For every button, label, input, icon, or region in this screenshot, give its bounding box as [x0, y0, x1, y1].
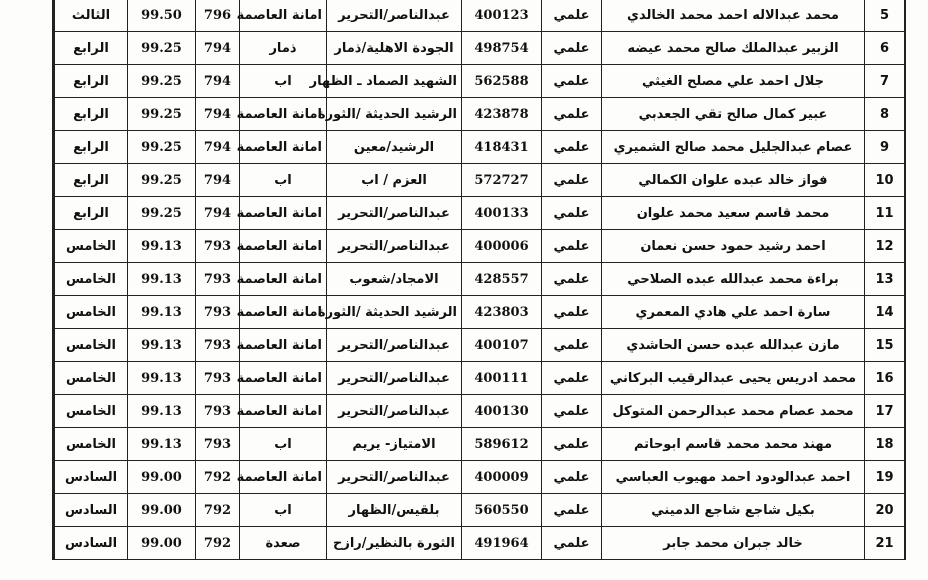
student-name-cell: فواز خالد عبده علوان الكمالي [602, 164, 865, 197]
seat-number-cell: 400123 [462, 0, 542, 32]
school-cell: الرشيد/معين [327, 131, 462, 164]
percentage-cell: 99.00 [128, 527, 196, 560]
school-cell: الجودة الاهلية/ذمار [327, 32, 462, 65]
total-score-cell: 793 [196, 362, 240, 395]
rank-cell: الرابع [55, 131, 128, 164]
table-row [55, 329, 905, 362]
governorate-cell: امانة العاصمة [240, 329, 327, 362]
table-row [55, 395, 905, 428]
table-row [55, 0, 905, 32]
seat-number-cell: 423803 [462, 296, 542, 329]
branch-cell: علمي [542, 263, 602, 296]
branch-cell: علمي [542, 527, 602, 560]
rank-cell: الخامس [55, 362, 128, 395]
seat-number-cell: 400009 [462, 461, 542, 494]
rank-cell: الخامس [55, 296, 128, 329]
percentage-cell: 99.25 [128, 131, 196, 164]
table-body [55, 0, 905, 560]
total-score-cell: 794 [196, 65, 240, 98]
table-row [55, 197, 905, 230]
governorate-cell: امانة العاصمة [240, 395, 327, 428]
percentage-cell: 99.25 [128, 65, 196, 98]
governorate-cell: امانة العاصمة [240, 131, 327, 164]
table-row [55, 428, 905, 461]
seat-number-cell: 400130 [462, 395, 542, 428]
governorate-cell: امانة العاصمة [240, 296, 327, 329]
percentage-cell: 99.50 [128, 0, 196, 32]
branch-cell: علمي [542, 65, 602, 98]
student-name-cell: عبير كمال صالح تقي الجعدبي [602, 98, 865, 131]
percentage-cell: 99.13 [128, 263, 196, 296]
governorate-cell: امانة العاصمة [240, 362, 327, 395]
total-score-cell: 793 [196, 395, 240, 428]
rank-cell: الخامس [55, 329, 128, 362]
percentage-cell: 99.13 [128, 296, 196, 329]
branch-cell: علمي [542, 395, 602, 428]
rank-cell: الرابع [55, 32, 128, 65]
table-row [55, 296, 905, 329]
seat-number-cell: 589612 [462, 428, 542, 461]
row-number-cell: 7 [865, 65, 905, 98]
branch-cell: علمي [542, 428, 602, 461]
student-name-cell: مازن عبدالله عبده حسن الحاشدي [602, 329, 865, 362]
row-number-cell: 6 [865, 32, 905, 65]
total-score-cell: 794 [196, 164, 240, 197]
row-number-cell: 12 [865, 230, 905, 263]
total-score-cell: 792 [196, 527, 240, 560]
total-score-cell: 792 [196, 461, 240, 494]
governorate-cell: صعدة [240, 527, 327, 560]
school-cell: عبدالناصر/التحرير [327, 395, 462, 428]
table-row [55, 230, 905, 263]
row-number-cell: 19 [865, 461, 905, 494]
percentage-cell: 99.13 [128, 329, 196, 362]
percentage-cell: 99.25 [128, 197, 196, 230]
governorate-cell: امانة العاصمة [240, 461, 327, 494]
branch-cell: علمي [542, 98, 602, 131]
school-cell: الرشيد الحديثة /الثورة [327, 296, 462, 329]
total-score-cell: 793 [196, 428, 240, 461]
total-score-cell: 792 [196, 494, 240, 527]
total-score-cell: 794 [196, 197, 240, 230]
total-score-cell: 793 [196, 230, 240, 263]
seat-number-cell: 400111 [462, 362, 542, 395]
student-name-cell: جلال احمد علي مصلح الغيثي [602, 65, 865, 98]
branch-cell: علمي [542, 0, 602, 32]
school-cell: العزم / اب [327, 164, 462, 197]
student-name-cell: الزبير عبدالملك صالح محمد عيضه [602, 32, 865, 65]
row-number-cell: 9 [865, 131, 905, 164]
seat-number-cell: 572727 [462, 164, 542, 197]
percentage-cell: 99.13 [128, 362, 196, 395]
school-cell: عبدالناصر/التحرير [327, 362, 462, 395]
student-name-cell: مهند محمد محمد قاسم ابوحاتم [602, 428, 865, 461]
results-table [54, 0, 905, 560]
branch-cell: علمي [542, 32, 602, 65]
school-cell: الامجاد/شعوب [327, 263, 462, 296]
school-cell: عبدالناصر/التحرير [327, 461, 462, 494]
percentage-cell: 99.00 [128, 494, 196, 527]
row-number-cell: 21 [865, 527, 905, 560]
rank-cell: الخامس [55, 395, 128, 428]
seat-number-cell: 562588 [462, 65, 542, 98]
table-row [55, 164, 905, 197]
branch-cell: علمي [542, 362, 602, 395]
table-row [55, 527, 905, 560]
seat-number-cell: 560550 [462, 494, 542, 527]
student-name-cell: براءة محمد عبدالله عبده الصلاحي [602, 263, 865, 296]
governorate-cell: اب [240, 494, 327, 527]
school-cell: عبدالناصر/التحرير [327, 329, 462, 362]
row-number-cell: 15 [865, 329, 905, 362]
student-name-cell: محمد عصام محمد عبدالرحمن المتوكل [602, 395, 865, 428]
table-row [55, 362, 905, 395]
row-number-cell: 13 [865, 263, 905, 296]
seat-number-cell: 428557 [462, 263, 542, 296]
rank-cell: السادس [55, 461, 128, 494]
school-cell: الشهيد الصماد ـ الظهار [327, 65, 462, 98]
branch-cell: علمي [542, 164, 602, 197]
table-row [55, 98, 905, 131]
school-cell: الثورة بالنظير/رازح [327, 527, 462, 560]
student-name-cell: عصام عبدالجليل محمد صالح الشميري [602, 131, 865, 164]
branch-cell: علمي [542, 296, 602, 329]
table-row [55, 461, 905, 494]
seat-number-cell: 418431 [462, 131, 542, 164]
table-row [55, 32, 905, 65]
governorate-cell: ذمار [240, 32, 327, 65]
total-score-cell: 793 [196, 296, 240, 329]
total-score-cell: 794 [196, 131, 240, 164]
table-row [55, 131, 905, 164]
branch-cell: علمي [542, 461, 602, 494]
student-name-cell: خالد جبران محمد جابر [602, 527, 865, 560]
student-name-cell: بكيل شاجع شاجع الدميني [602, 494, 865, 527]
table-row [55, 65, 905, 98]
rank-cell: الرابع [55, 164, 128, 197]
seat-number-cell: 400107 [462, 329, 542, 362]
student-name-cell: سارة احمد علي هادي المعمري [602, 296, 865, 329]
percentage-cell: 99.13 [128, 428, 196, 461]
seat-number-cell: 491964 [462, 527, 542, 560]
row-number-cell: 20 [865, 494, 905, 527]
governorate-cell: امانة العاصمة [240, 98, 327, 131]
governorate-cell: اب [240, 65, 327, 98]
percentage-cell: 99.25 [128, 32, 196, 65]
row-number-cell: 10 [865, 164, 905, 197]
row-number-cell: 17 [865, 395, 905, 428]
percentage-cell: 99.13 [128, 395, 196, 428]
rank-cell: الخامس [55, 428, 128, 461]
school-cell: عبدالناصر/التحرير [327, 0, 462, 32]
rank-cell: الرابع [55, 197, 128, 230]
results-sheet [52, 0, 906, 560]
governorate-cell: اب [240, 164, 327, 197]
governorate-cell: امانة العاصمة [240, 263, 327, 296]
row-number-cell: 14 [865, 296, 905, 329]
student-name-cell: محمد عبدالاله احمد محمد الخالدي [602, 0, 865, 32]
student-name-cell: محمد قاسم سعيد محمد علوان [602, 197, 865, 230]
student-name-cell: احمد رشيد حمود حسن نعمان [602, 230, 865, 263]
seat-number-cell: 400006 [462, 230, 542, 263]
total-score-cell: 794 [196, 98, 240, 131]
rank-cell: السادس [55, 527, 128, 560]
branch-cell: علمي [542, 197, 602, 230]
rank-cell: الرابع [55, 65, 128, 98]
governorate-cell: امانة العاصمة [240, 197, 327, 230]
school-cell: عبدالناصر/التحرير [327, 197, 462, 230]
rank-cell: الخامس [55, 263, 128, 296]
total-score-cell: 796 [196, 0, 240, 32]
table-row [55, 494, 905, 527]
percentage-cell: 99.25 [128, 164, 196, 197]
rank-cell: الرابع [55, 98, 128, 131]
row-number-cell: 5 [865, 0, 905, 32]
rank-cell: الخامس [55, 230, 128, 263]
table-row [55, 263, 905, 296]
row-number-cell: 18 [865, 428, 905, 461]
branch-cell: علمي [542, 230, 602, 263]
school-cell: بلقيس/الظهار [327, 494, 462, 527]
school-cell: الامتياز- يريم [327, 428, 462, 461]
total-score-cell: 793 [196, 329, 240, 362]
branch-cell: علمي [542, 329, 602, 362]
seat-number-cell: 400133 [462, 197, 542, 230]
percentage-cell: 99.25 [128, 98, 196, 131]
governorate-cell: امانة العاصمة [240, 0, 327, 32]
row-number-cell: 8 [865, 98, 905, 131]
seat-number-cell: 423878 [462, 98, 542, 131]
row-number-cell: 11 [865, 197, 905, 230]
branch-cell: علمي [542, 494, 602, 527]
school-cell: عبدالناصر/التحرير [327, 230, 462, 263]
school-cell: الرشيد الحديثة /الثورة [327, 98, 462, 131]
rank-cell: السادس [55, 494, 128, 527]
total-score-cell: 793 [196, 263, 240, 296]
student-name-cell: محمد ادريس يحيى عبدالرقيب البركاني [602, 362, 865, 395]
governorate-cell: اب [240, 428, 327, 461]
branch-cell: علمي [542, 131, 602, 164]
governorate-cell: امانة العاصمة [240, 230, 327, 263]
percentage-cell: 99.13 [128, 230, 196, 263]
student-name-cell: احمد عبدالودود احمد مهيوب العباسي [602, 461, 865, 494]
percentage-cell: 99.00 [128, 461, 196, 494]
total-score-cell: 794 [196, 32, 240, 65]
rank-cell: الثالث [55, 0, 128, 32]
seat-number-cell: 498754 [462, 32, 542, 65]
row-number-cell: 16 [865, 362, 905, 395]
